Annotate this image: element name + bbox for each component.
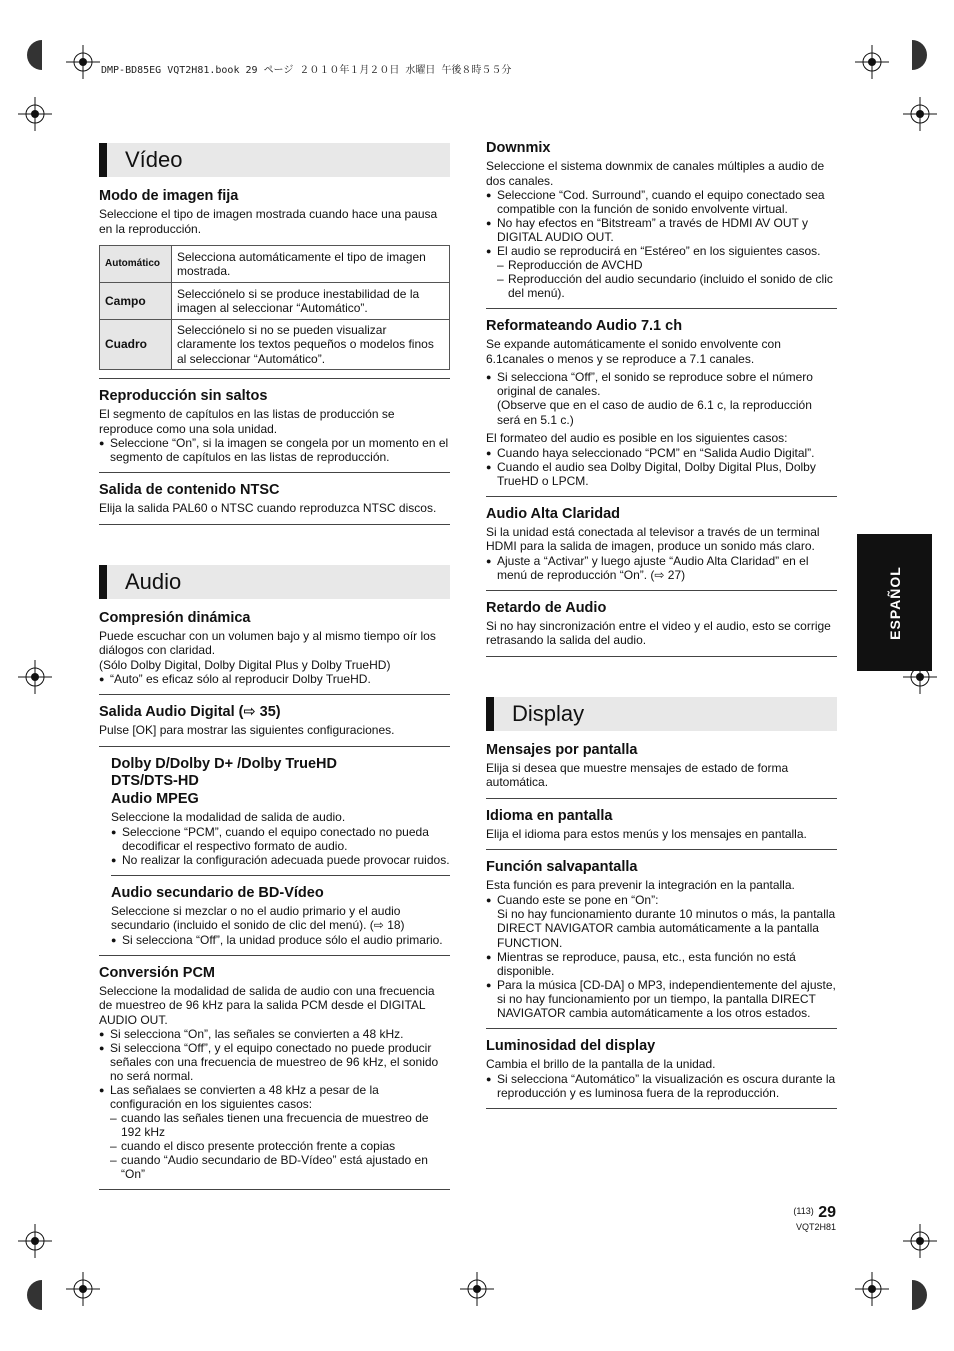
page-reference: (113) xyxy=(793,1206,814,1216)
section-title-video: Vídeo xyxy=(125,147,183,172)
right-column xyxy=(486,140,837,1118)
heading-salida-ntsc: Salida de contenido NTSC xyxy=(99,482,280,498)
side-tab-language xyxy=(857,534,932,671)
bullet-item: ● Cuando este se pone en “On”: xyxy=(486,893,837,907)
text-salida-ntsc: Elija la salida PAL60 o NTSC cuando reproduzca NTSC discos. xyxy=(99,501,437,515)
text-downmix: Seleccione el sistema downmix de canales múltiples a audio de dos canales. xyxy=(486,159,825,188)
divider xyxy=(486,496,837,497)
table-row xyxy=(100,246,450,283)
section-header-video xyxy=(99,143,450,177)
text-reformateando-audio: Se expande automáticamente el sonido envolvente con 6.1canales o menos y se reproduce a 7.1 canales. xyxy=(486,337,781,366)
document-code: VQT2H81 xyxy=(795,1222,836,1232)
heading-retardo-audio: Retardo de Audio xyxy=(486,599,607,616)
table-value: Selecciónelo si se produce inestabilidad de la imagen al seleccionar “Automático”. xyxy=(172,283,450,320)
bullet-item: ● Seleccione “Cod. Surround”, cuando el equipo conectado sea compatible con la función de sonido envolvente virtual. xyxy=(486,188,837,216)
section-header-bar xyxy=(486,697,494,731)
table-value: Selecciona automáticamente el tipo de imagen mostrada. xyxy=(172,246,450,283)
table-value: Selecciónelo si no se pueden visualizar claramente los textos pequeños o modelos finos al seleccionar “Automático”. xyxy=(172,320,450,370)
bullet-item: ● Seleccione “PCM”, cuando el equipo conectado no pueda decodificar el respectivo formato de audio. xyxy=(111,825,450,853)
dash-item: – cuando el disco presente protección frente a copias xyxy=(99,1139,450,1153)
heading-compresion-dinamica: Compresión dinámica xyxy=(99,609,251,626)
registration-mark-left-bottom xyxy=(18,1224,52,1258)
section-header-audio xyxy=(99,565,450,599)
text-reproduccion-sin-saltos: El segmento de capítulos en las listas de producción se reproduce como una sola unidad. xyxy=(99,407,395,436)
heading-modo-imagen-fija: Modo de imagen fija xyxy=(99,188,239,204)
divider xyxy=(111,875,450,876)
heading-dolby xyxy=(111,756,450,809)
heading-luminosidad-display: Luminosidad del display xyxy=(486,1038,656,1054)
section-header-bar xyxy=(99,143,107,177)
bullet-item: ● Si selecciona “Off”, la unidad produce sólo el audio primario. xyxy=(111,933,450,947)
heading-dolby-line: Audio MPEG xyxy=(111,790,199,807)
heading-dolby-line: Dolby D/Dolby D+ /Dolby TrueHD xyxy=(111,755,337,772)
divider xyxy=(99,746,450,747)
bullet-item: ● Si selecciona “Off”, y el equipo conectado no puede producir señales con una frecuencia de muestreo de 96 kHz, el sonido no será normal. xyxy=(99,1041,450,1083)
section-title-audio: Audio xyxy=(125,568,182,594)
text-dolby: Seleccione la modalidad de salida de audio. xyxy=(111,810,346,824)
left-column xyxy=(99,140,450,1199)
divider xyxy=(486,1028,837,1029)
bullet-item: ● Si selecciona “Off”, el sonido se reproduce sobre el número original de canales. xyxy=(486,370,837,398)
color-wheel-mark-top-left xyxy=(20,40,42,70)
salida-digital-subsettings xyxy=(99,746,450,947)
bullet-item: ● No realizar la configuración adecuada puede provocar ruidos. xyxy=(111,853,450,867)
heading-idioma-pantalla: Idioma en pantalla xyxy=(486,807,613,824)
bullet-item: ● Mientras se reproduce, pausa, etc., esta función no está disponible. xyxy=(486,950,837,978)
registration-mark-bottom-left xyxy=(66,1272,100,1306)
text-idioma-pantalla: Elija el idioma para estos menús y los mensajes en pantalla. xyxy=(486,826,807,841)
divider xyxy=(486,1108,837,1109)
note-compresion-dinamica: (Sólo Dolby Digital, Dolby Digital Plus y Dolby TrueHD) xyxy=(99,657,391,672)
bullet-item: ● “Auto” es eficaz sólo al reproducir Dolby TrueHD. xyxy=(99,672,450,686)
table-key: Campo xyxy=(100,283,172,320)
heading-reformateando-audio: Reformateando Audio 7.1 ch xyxy=(486,318,683,334)
section-end-divider xyxy=(486,656,837,657)
text-reformateando-casos: El formateo del audio es posible en los siguientes casos: xyxy=(486,431,788,445)
heading-dolby-line: DTS/DTS-HD xyxy=(111,773,199,789)
heading-audio-secundario: Audio secundario de BD-Vídeo xyxy=(111,884,324,901)
section-title-display: Display xyxy=(512,700,585,726)
heading-reproduccion-sin-saltos: Reproducción sin saltos xyxy=(99,388,268,404)
bullet-item: ● Seleccione “On”, si la imagen se congela por un momento en el segmento de capítulos en las listas de reproducción. xyxy=(99,436,450,464)
registration-mark-top-right xyxy=(855,45,889,79)
bullet-item: ● Para la música [CD-DA] o MP3, independientemente del ajuste, si no hay funcionamiento por un tiempo, la pantalla DIRECT NAVIGATOR cambia automáticamente a los otros estados. xyxy=(486,978,837,1020)
heading-funcion-salvapantalla: Función salvapantalla xyxy=(486,859,638,875)
text-mensajes-pantalla: Elija si desea que muestre mensajes de estado de forma automática. xyxy=(486,760,789,789)
table-key: Cuadro xyxy=(100,320,172,370)
note-funcion-salvapantalla: Si no hay funcionamiento durante 10 minutos o más, la pantalla DIRECT NAVIGATOR cambia automáticamente a la pantalla FUNCTION. xyxy=(497,906,836,950)
table-row xyxy=(100,283,450,320)
section-end-divider xyxy=(99,524,450,525)
registration-mark-bottom-center xyxy=(460,1272,494,1306)
bullet-item: ● Cuando el audio sea Dolby Digital, Dolby Digital Plus, Dolby TrueHD o LPCM. xyxy=(486,460,837,488)
text-retardo-audio: Si no hay sincronización entre el video y el audio, esto se corrige retrasando la salida del audio. xyxy=(486,618,831,647)
color-wheel-mark-bottom-left xyxy=(20,1280,42,1310)
table-row xyxy=(100,320,450,370)
dash-item: – Reproducción de AVCHD xyxy=(486,258,837,272)
heading-audio-alta-claridad: Audio Alta Claridad xyxy=(486,505,620,522)
text-funcion-salvapantalla: Esta función es para prevenir la integración en la pantalla. xyxy=(486,878,795,892)
bullet-item: ● Si selecciona “On”, las señales se convierten a 48 kHz. xyxy=(99,1027,450,1041)
registration-mark-right-top xyxy=(903,97,937,131)
bullet-item: ● Si selecciona “Automático” la visualización es oscura durante la reproducción y es luminosa fuera de la reproducción. xyxy=(486,1072,837,1100)
heading-mensajes-pantalla: Mensajes por pantalla xyxy=(486,741,638,758)
text-modo-imagen-fija: Seleccione el tipo de imagen mostrada cuando hace una pausa en la reproducción. xyxy=(99,207,438,236)
still-mode-table xyxy=(99,245,450,370)
registration-mark-top-left xyxy=(66,45,100,79)
divider xyxy=(486,308,837,309)
dash-item: – Reproducción del audio secundario (incluido el sonido de clic del menú). xyxy=(486,272,837,300)
section-header-bar xyxy=(99,565,107,599)
divider xyxy=(99,955,450,956)
bullet-item: ● El audio se reproducirá en “Estéreo” en los siguientes casos. xyxy=(486,244,837,258)
divider xyxy=(99,1189,450,1190)
divider xyxy=(486,798,837,799)
bullet-item: ● No hay efectos en “Bitstream” a través de HDMI AV OUT y DIGITAL AUDIO OUT. xyxy=(486,216,837,244)
registration-mark-left-middle xyxy=(18,660,52,694)
print-header: DMP-BD85EG VQT2H81.book 29 ページ ２０１０年１月２０日 水曜日 午後８時５５分 xyxy=(101,65,512,76)
text-compresion-dinamica: Puede escuchar con un volumen bajo y al mismo tiempo oír los diálogos con claridad. xyxy=(99,628,436,657)
divider xyxy=(486,590,837,591)
page-number: 29 xyxy=(818,1204,836,1221)
color-wheel-mark-top-right xyxy=(912,40,934,70)
text-luminosidad-display: Cambia el brillo de la pantalla de la unidad. xyxy=(486,1057,716,1071)
divider xyxy=(99,694,450,695)
heading-salida-audio-digital: Salida Audio Digital (⇨ 35) xyxy=(99,704,281,720)
section-header-display xyxy=(486,697,837,731)
registration-mark-right-bottom xyxy=(903,1224,937,1258)
text-salida-audio-digital: Pulse [OK] para mostrar las siguientes configuraciones. xyxy=(99,723,395,737)
divider xyxy=(99,472,450,473)
note-reformateando-audio: (Observe que en el caso de audio de 6.1 c, la reproducción será en 5.1 c.) xyxy=(497,398,812,427)
color-wheel-mark-bottom-right xyxy=(912,1280,934,1310)
dash-item: – cuando las señales tienen una frecuencia de muestreo de 192 kHz xyxy=(99,1111,450,1139)
registration-mark-left-top xyxy=(18,97,52,131)
dash-item: – cuando “Audio secundario de BD-Vídeo” está ajustado en “On” xyxy=(99,1153,450,1181)
table-key: Automático xyxy=(100,246,172,283)
page-number-block xyxy=(793,1204,836,1232)
divider xyxy=(486,849,837,850)
text-audio-alta-claridad: Si la unidad está conectada al televisor a través de un terminal HDMI para la salida de imagen, produce un sonido más claro. xyxy=(486,524,820,553)
heading-downmix: Downmix xyxy=(486,140,551,156)
bullet-item: ● Ajuste a “Activar” y luego ajuste “Audio Alta Claridad” en el menú de reproducción “On”. (⇨ 27) xyxy=(486,554,837,582)
bullet-item: ● Cuando haya seleccionado “PCM” en “Salida Audio Digital”. xyxy=(486,446,837,460)
bullet-item: ● Las señalaes se convierten a 48 kHz a pesar de la configuración en los siguientes casos: xyxy=(99,1083,450,1111)
side-tab-label: ESPAÑOL xyxy=(886,565,903,640)
text-audio-secundario: Seleccione si mezclar o no el audio primario y el audio secundario (incluido el sonido de clic del menú). (⇨ 18) xyxy=(111,903,405,932)
heading-conversion-pcm: Conversión PCM xyxy=(99,964,216,981)
divider xyxy=(99,378,450,379)
registration-mark-bottom-right xyxy=(855,1272,889,1306)
text-conversion-pcm: Seleccione la modalidad de salida de audio con una frecuencia de muestreo de 96 kHz para la salida PCM desde el DIGITAL AUDIO OUT. xyxy=(99,983,435,1027)
